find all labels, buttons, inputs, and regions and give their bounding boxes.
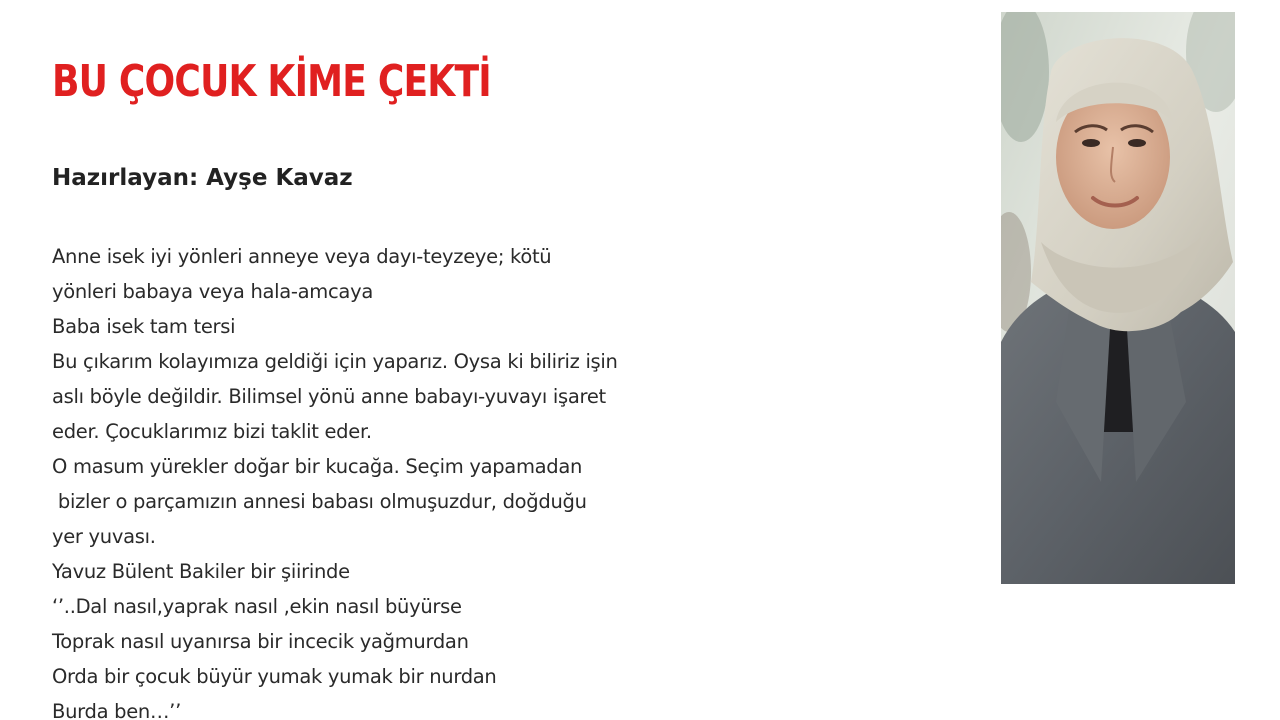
body-line: ‘’..Dal nasıl,yaprak nasıl ,ekin nasıl büyürse — [52, 595, 462, 618]
article-body — [52, 239, 712, 720]
body-line: Baba isek tam tersi — [52, 315, 236, 338]
body-line: Burda ben…’’ — [52, 700, 181, 720]
body-line: O masum yürekler doğar bir kucağa. Seçim yapamadan — [52, 455, 583, 478]
article-title: BU ÇOCUK KİME ÇEKTİ — [52, 56, 491, 107]
body-line: bizler o parçamızın annesi babası olmuşuzdur, doğduğu — [52, 490, 587, 513]
author-portrait — [1001, 12, 1235, 584]
body-line: aslı böyle değildir. Bilimsel yönü anne babayı-yuvayı işaret — [52, 385, 606, 408]
body-line: Anne isek iyi yönleri anneye veya dayı-teyzeye; kötü — [52, 245, 552, 268]
author-line: Hazırlayan: Ayşe Kavaz — [52, 165, 353, 191]
body-line: Bu çıkarım kolayımıza geldiği için yaparız. Oysa ki biliriz işin — [52, 350, 618, 373]
body-line: eder. Çocuklarımız bizi taklit eder. — [52, 420, 372, 443]
body-line: Toprak nasıl uyanırsa bir incecik yağmurdan — [52, 630, 469, 653]
body-line: yönleri babaya veya hala-amcaya — [52, 280, 373, 303]
body-line: yer yuvası. — [52, 525, 156, 548]
body-line: Yavuz Bülent Bakiler bir şiirinde — [52, 560, 350, 583]
body-line: Orda bir çocuk büyür yumak yumak bir nurdan — [52, 665, 497, 688]
